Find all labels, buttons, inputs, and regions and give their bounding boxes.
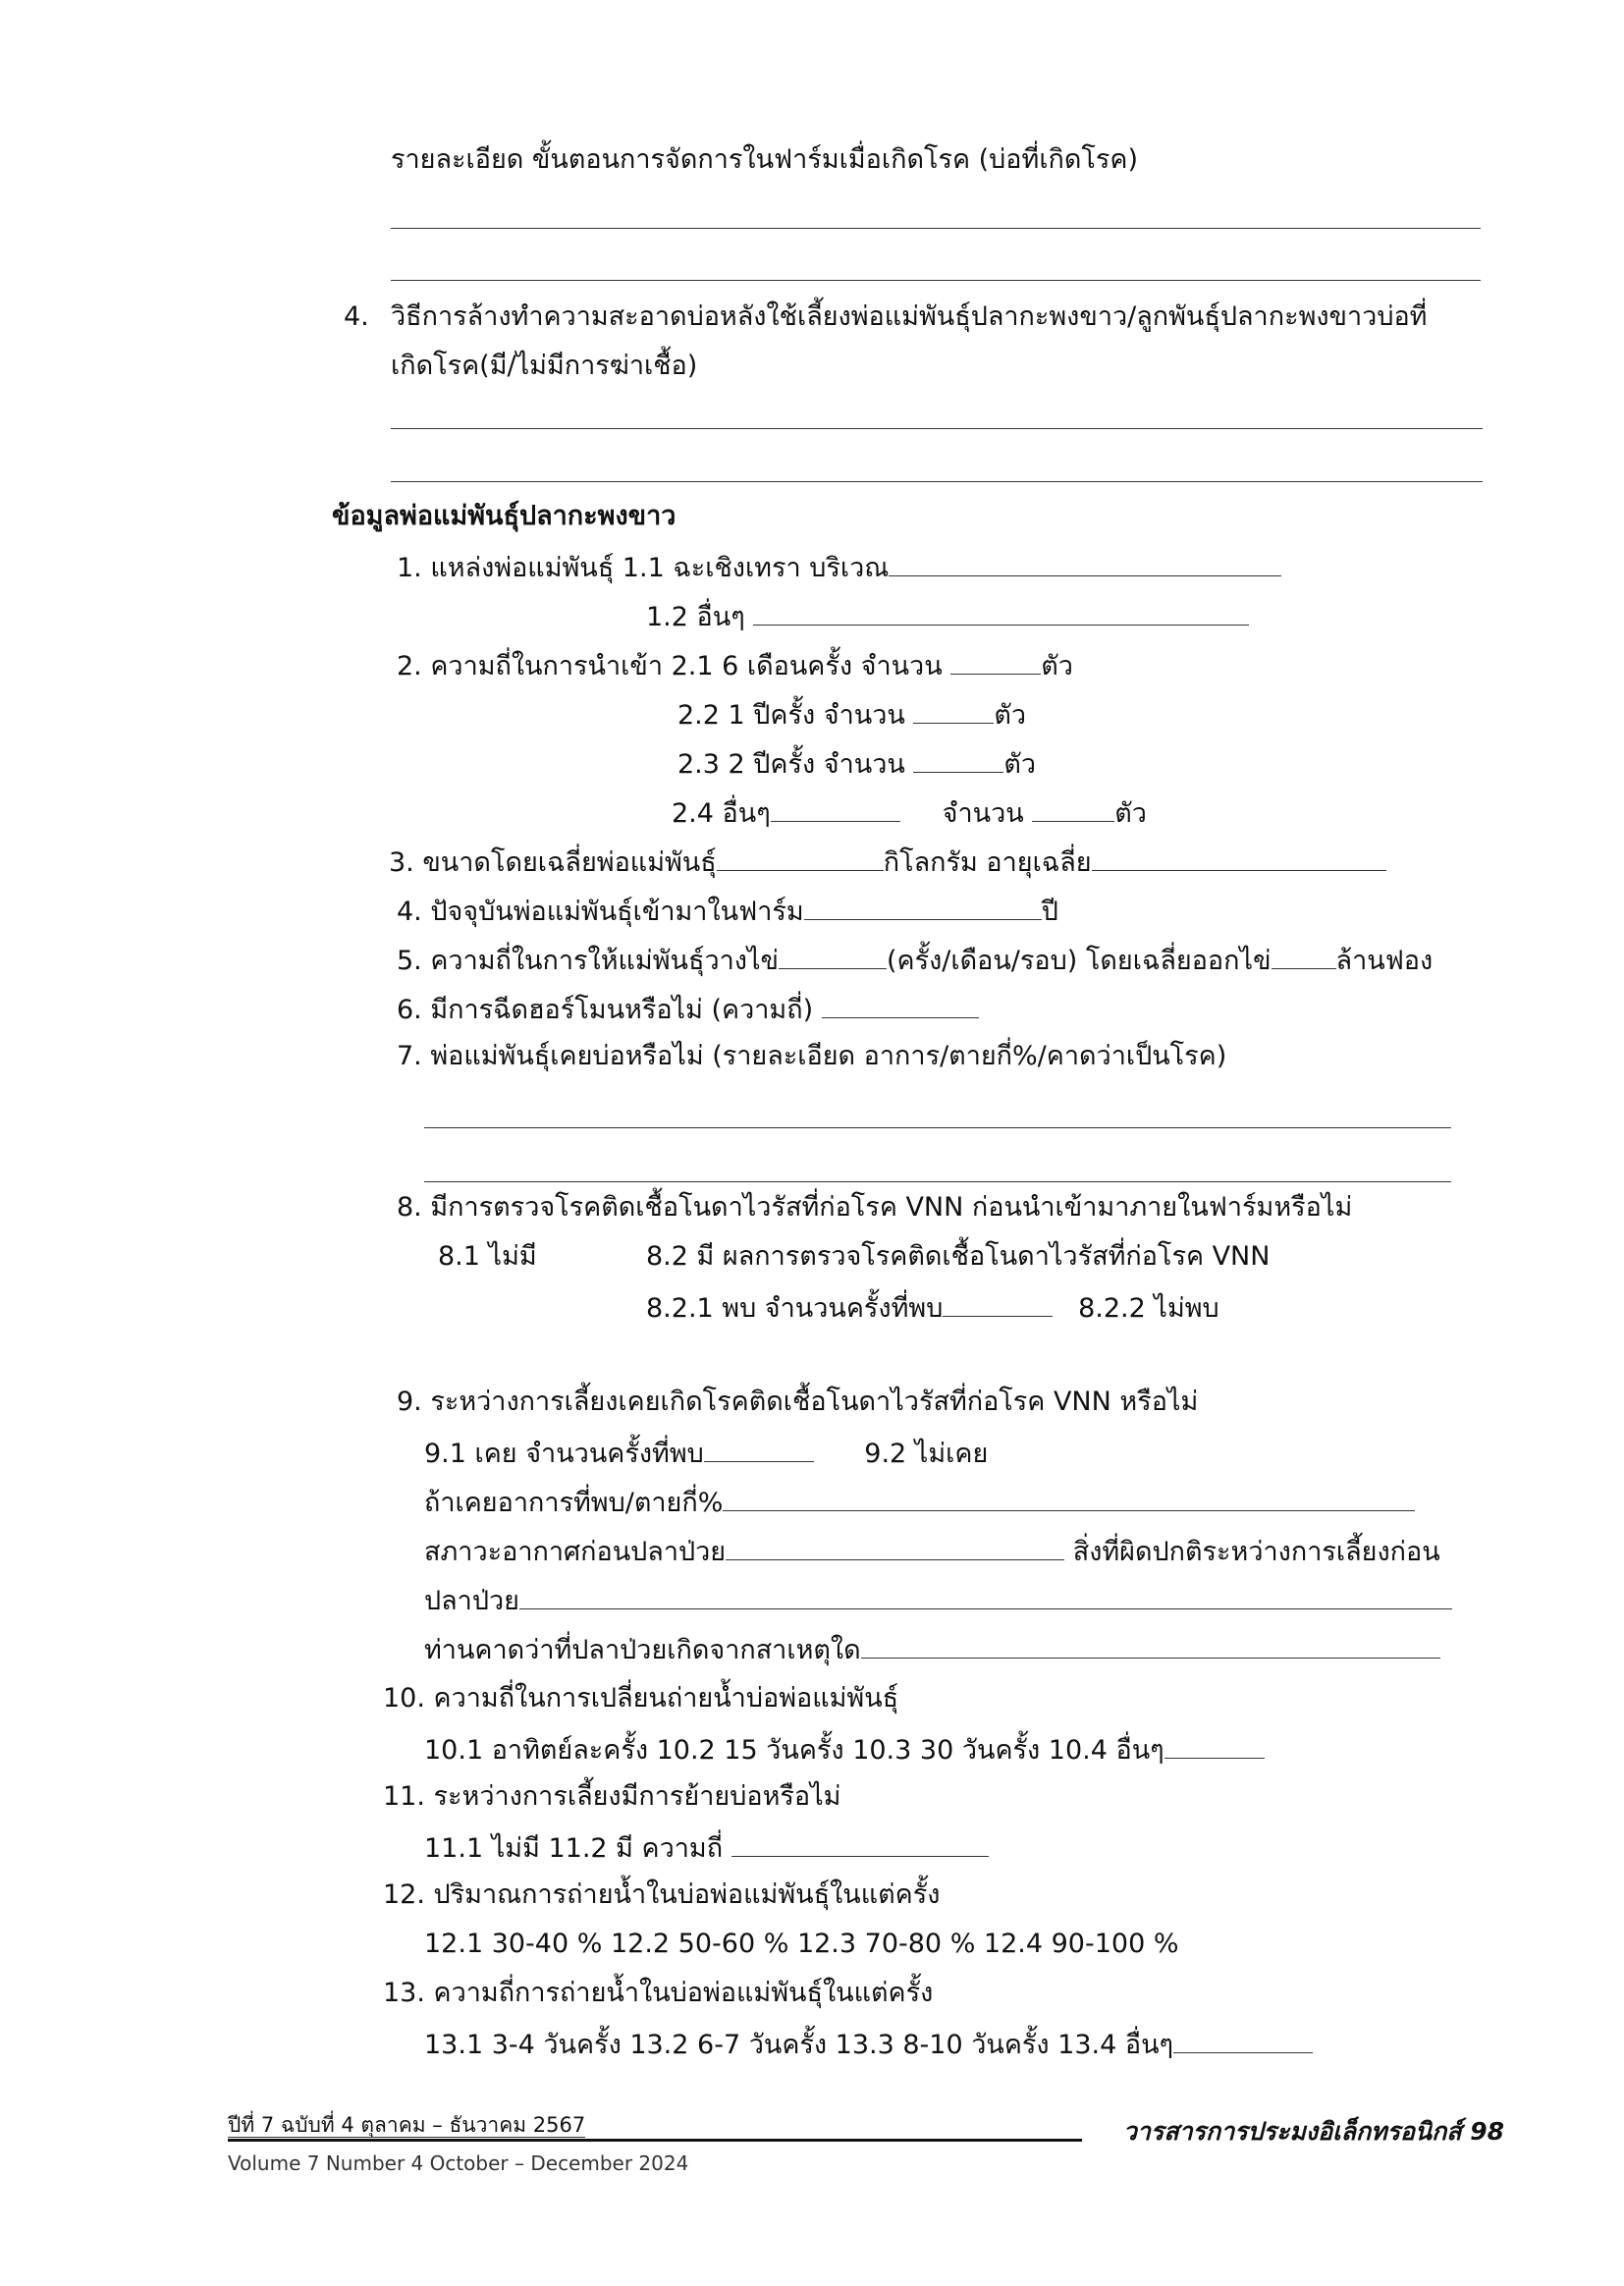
fill-blank[interactable] [1032, 793, 1114, 822]
item-2: 2. ความถี่ในการนำเข้า 2.1 6 เดือนครั้ง จำนวน ตัว [397, 646, 1073, 684]
item-12-options: 12.1 30-40 % 12.2 50-60 % 12.3 70-80 % 12.4 90-100 % [424, 1929, 1179, 1959]
item-8: 8. มีการตรวจโรคติดเชื้อโนดาไวรัสที่ก่อโรค VNN ก่อนนำเข้ามาภายในฟาร์มหรือไม่ [397, 1192, 1353, 1223]
footer-thai-issue: ปีที่ 7 ฉบับที่ 4 ตุลาคม – ธันวาคม 2567 [228, 2113, 586, 2137]
footer-rule [228, 2139, 1082, 2142]
item-9-symptoms: ถ้าเคยอาการที่พบ/ตายกี่% [424, 1483, 1415, 1521]
section-heading: ข้อมูลพ่อแม่พันธุ์ปลากะพงขาว [332, 501, 677, 531]
intro-text: รายละเอียด ขั้นตอนการจัดการในฟาร์มเมื่อเกิดโรค (บ่อที่เกิดโรค) [391, 144, 1139, 175]
item-9-weather: สภาวะอากาศก่อนปลาป่วย สิ่งที่ผิดปกติระหว่างการเลี้ยงก่อน [424, 1532, 1440, 1570]
item-11-options: 11.1 ไม่มี 11.2 มี ความถี่ [424, 1828, 989, 1867]
fill-blank[interactable] [822, 990, 979, 1018]
q4-line1: วิธีการล้างทำความสะอาดบ่อหลังใช้เลี้ยงพ่อแม่พันธุ์ปลากะพงขาว/ลูกพันธุ์ปลากะพงขาวบ่อที่ [391, 301, 1428, 332]
item-13: 13. ความถี่การถ่ายน้ำในบ่อพ่อแม่พันธุ์ในแต่ครั้ง [383, 1978, 934, 2008]
answer-line[interactable] [391, 428, 1483, 429]
item-6: 6. มีการฉีดฮอร์โมนหรือไม่ (ความถี่) [397, 990, 979, 1028]
item-13-options: 13.1 3-4 วันครั้ง 13.2 6-7 วันครั้ง 13.3 8-10 วันครั้ง 13.4 อื่นๆ [424, 2025, 1313, 2063]
fill-blank[interactable] [731, 1828, 989, 1857]
fill-blank[interactable] [1173, 2025, 1313, 2053]
fill-blank[interactable] [726, 1532, 1064, 1560]
item-8-2-1: 8.2.1 พบ จำนวนครั้งที่พบ 8.2.2 ไม่พบ [646, 1288, 1219, 1327]
fill-blank[interactable] [753, 597, 1249, 626]
fill-blank[interactable] [779, 941, 887, 969]
answer-line[interactable] [391, 481, 1483, 482]
item-10-options: 10.1 อาทิตย์ละครั้ง 10.2 15 วันครั้ง 10.3 30 วันครั้ง 10.4 อื่นๆ [424, 1730, 1265, 1769]
fill-blank[interactable] [723, 1483, 1415, 1511]
item-8-2: 8.2 มี ผลการตรวจโรคติดเชื้อโนดาไวรัสที่ก่อโรค VNN [646, 1241, 1271, 1272]
answer-line[interactable] [424, 1181, 1451, 1182]
answer-line[interactable] [391, 228, 1481, 229]
fill-blank[interactable] [804, 892, 1042, 920]
fill-blank[interactable] [519, 1581, 1452, 1609]
item-1-2: 1.2 อื่นๆ [646, 597, 1249, 635]
fill-blank[interactable] [950, 646, 1041, 675]
item-5: 5. ความถี่ในการให้แม่พันธุ์วางไข่ (ครั้ง/เดือน/รอบ) โดยเฉลี่ยออกไข่ ล้านฟอง [397, 941, 1433, 979]
fill-blank[interactable] [771, 793, 900, 822]
fill-blank[interactable] [704, 1434, 814, 1462]
q4-number: 4. [344, 301, 369, 332]
fill-blank[interactable] [1164, 1730, 1265, 1759]
item-10: 10. ความถี่ในการเปลี่ยนถ่ายน้ำบ่อพ่อแม่พันธุ์ [383, 1683, 899, 1714]
item-8-1: 8.1 ไม่มี [438, 1241, 537, 1272]
item-9: 9. ระหว่างการเลี้ยงเคยเกิดโรคติดเชื้อโนดาไวรัสที่ก่อโรค VNN หรือไม่ [397, 1387, 1199, 1417]
item-2-3: 2.3 2 ปีครั้ง จำนวน ตัว [677, 744, 1036, 783]
answer-line[interactable] [424, 1127, 1451, 1128]
fill-blank[interactable] [913, 744, 1003, 773]
item-3: 3. ขนาดโดยเฉลี่ยพ่อแม่พันธุ์ กิโลกรัม อายุเฉลี่ย [389, 843, 1386, 881]
item-12: 12. ปริมาณการถ่ายน้ำในบ่อพ่อแม่พันธุ์ในแต่ครั้ง [383, 1879, 941, 1910]
fill-blank[interactable] [943, 1288, 1053, 1317]
footer-journal-title: วารสารการประมงอิเล็กทรอนิกส์ 98 [1122, 2117, 1504, 2146]
item-7: 7. พ่อแม่พันธุ์เคยบ่อหรือไม่ (รายละเอียด อาการ/ตายกี่%/คาดว่าเป็นโรค) [397, 1041, 1227, 1071]
answer-line[interactable] [391, 280, 1481, 281]
fill-blank[interactable] [717, 843, 884, 871]
fill-blank[interactable] [889, 548, 1281, 576]
item-1: 1. แหล่งพ่อแม่พันธุ์ 1.1 ฉะเชิงเทรา บริเวณ [397, 548, 1281, 586]
item-4: 4. ปัจจุบันพ่อแม่พันธุ์เข้ามาในฟาร์ม ปี [397, 892, 1058, 930]
fill-blank[interactable] [1272, 941, 1336, 969]
item-9-cause: ท่านคาดว่าที่ปลาป่วยเกิดจากสาเหตุใด [424, 1630, 1440, 1668]
item-9-fish-sick: ปลาป่วย [424, 1581, 1452, 1619]
fill-blank[interactable] [861, 1630, 1440, 1659]
footer-english-issue: Volume 7 Number 4 October – December 2024 [228, 2151, 689, 2175]
fill-blank[interactable] [913, 695, 994, 724]
item-11: 11. ระหว่างการเลี้ยงมีการย้ายบ่อหรือไม่ [383, 1781, 841, 1812]
item-2-2: 2.2 1 ปีครั้ง จำนวน ตัว [677, 695, 1026, 734]
q4-line2: เกิดโรค(มี/ไม่มีการฆ่าเชื้อ) [391, 351, 698, 381]
item-9-1: 9.1 เคย จำนวนครั้งที่พบ 9.2 ไม่เคย [424, 1434, 988, 1472]
item-2-4: 2.4 อื่นๆ จำนวน ตัว [672, 793, 1147, 832]
fill-blank[interactable] [1092, 843, 1386, 871]
